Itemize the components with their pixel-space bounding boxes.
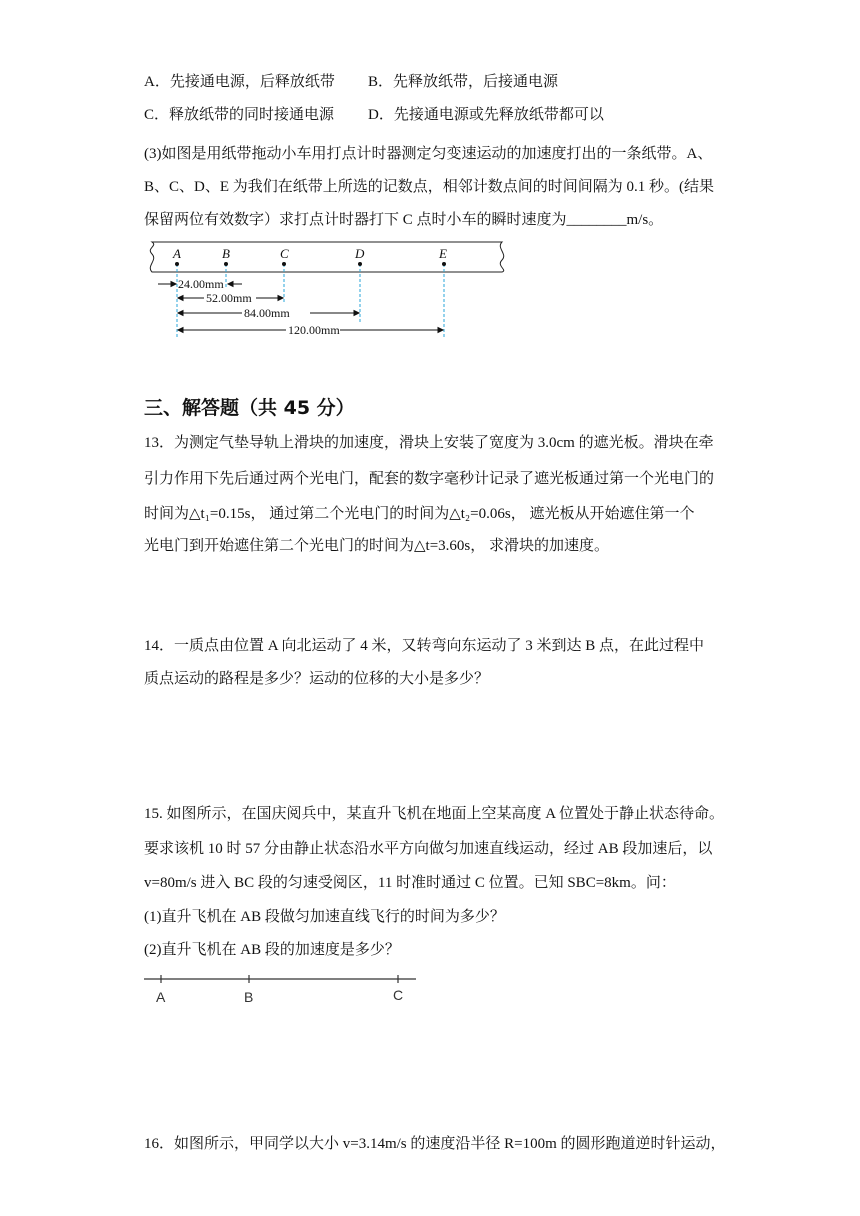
q13-line: 引力作用下先后通过两个光电门，配套的数字毫秒计记录了遮光板通过第一个光电门的 [144, 471, 715, 487]
line-point-label: B [244, 989, 254, 1005]
q14-line: 质点运动的路程是多少？运动的位移的大小是多少？ [144, 671, 490, 687]
q13-line: 13．为测定气垫导轨上滑块的加速度，滑块上安装了宽度为 3.0cm 的遮光板。滑块在牵 [144, 435, 714, 451]
q12-option-c: C．释放纸带的同时接通电源 [144, 107, 335, 123]
tape-point-label: D [355, 246, 365, 261]
q15-line: 要求该机 10 时 57 分由静止状态沿水平方向做匀加速直线运动，经过 AB 段加速后，以 [144, 841, 713, 857]
tape-point-label: E [439, 246, 447, 261]
q13-line: 时间为△t₁=0.15s， 通过第二个光电门的时间为△t₂=0.06s， 遮光板从开始遮住第一个 [144, 506, 695, 522]
tape-measurement-label: 24.00mm [178, 277, 224, 291]
line-point-label: A [156, 989, 166, 1005]
q12-part3-line: 保留两位有效数字）求打点计时器打下 C 点时小车的瞬时速度为________m/s。 [144, 212, 664, 228]
tape-point-label: A [173, 246, 181, 261]
q12-option-b: B．先释放纸带，后接通电源 [368, 74, 559, 90]
q12-part3-line: (3)如图是用纸带拖动小车用打点计时器测定匀变速运动的加速度打出的一条纸带。A、 [144, 146, 713, 162]
tape-measurement-label: 52.00mm [206, 291, 252, 305]
q12-option-d: D．先接通电源或先释放纸带都可以 [368, 107, 604, 123]
line-point-label: C [393, 987, 404, 1003]
abc-line-figure [144, 968, 420, 1008]
q14-line: 14．一质点由位置 A 向北运动了 4 米，又转弯向东运动了 3 米到达 B 点，在此过程中 [144, 638, 705, 654]
section-title: 三、解答题（共 45 分） [144, 397, 355, 419]
q13-line: 光电门到开始遮住第二个光电门的时间为△t=3.60s， 求滑块的加速度。 [144, 538, 610, 554]
q15-line: (1)直升飞机在 AB 段做匀加速直线飞行的时间为多少？ [144, 909, 505, 925]
q12-option-a: A．先接通电源，后释放纸带 [144, 74, 335, 90]
tape-point-label: B [222, 246, 230, 261]
q16-line: 16．如图所示，甲同学以大小 v=3.14m/s 的速度沿半径 R=100m 的圆形跑道逆时针运动， [144, 1136, 726, 1152]
paper-tape-figure [140, 238, 510, 342]
q15-line: v=80m/s 进入 BC 段的匀速受阅区，11 时准时通过 C 位置。已知 SBC=8km。问： [144, 875, 676, 891]
tape-point-label: C [280, 246, 289, 261]
tape-measurement-label: 84.00mm [244, 306, 290, 320]
tape-measurement-label: 120.00mm [288, 323, 340, 337]
q12-part3-line: B、C、D、E 为我们在纸带上所选的记数点，相邻计数点间的时间间隔为 0.1 秒。(结果 [144, 179, 715, 195]
q15-line: 15. 如图所示，在国庆阅兵中，某直升飞机在地面上空某高度 A 位置处于静止状态待命。 [144, 806, 725, 822]
q15-line: (2)直升飞机在 AB 段的加速度是多少？ [144, 942, 400, 958]
